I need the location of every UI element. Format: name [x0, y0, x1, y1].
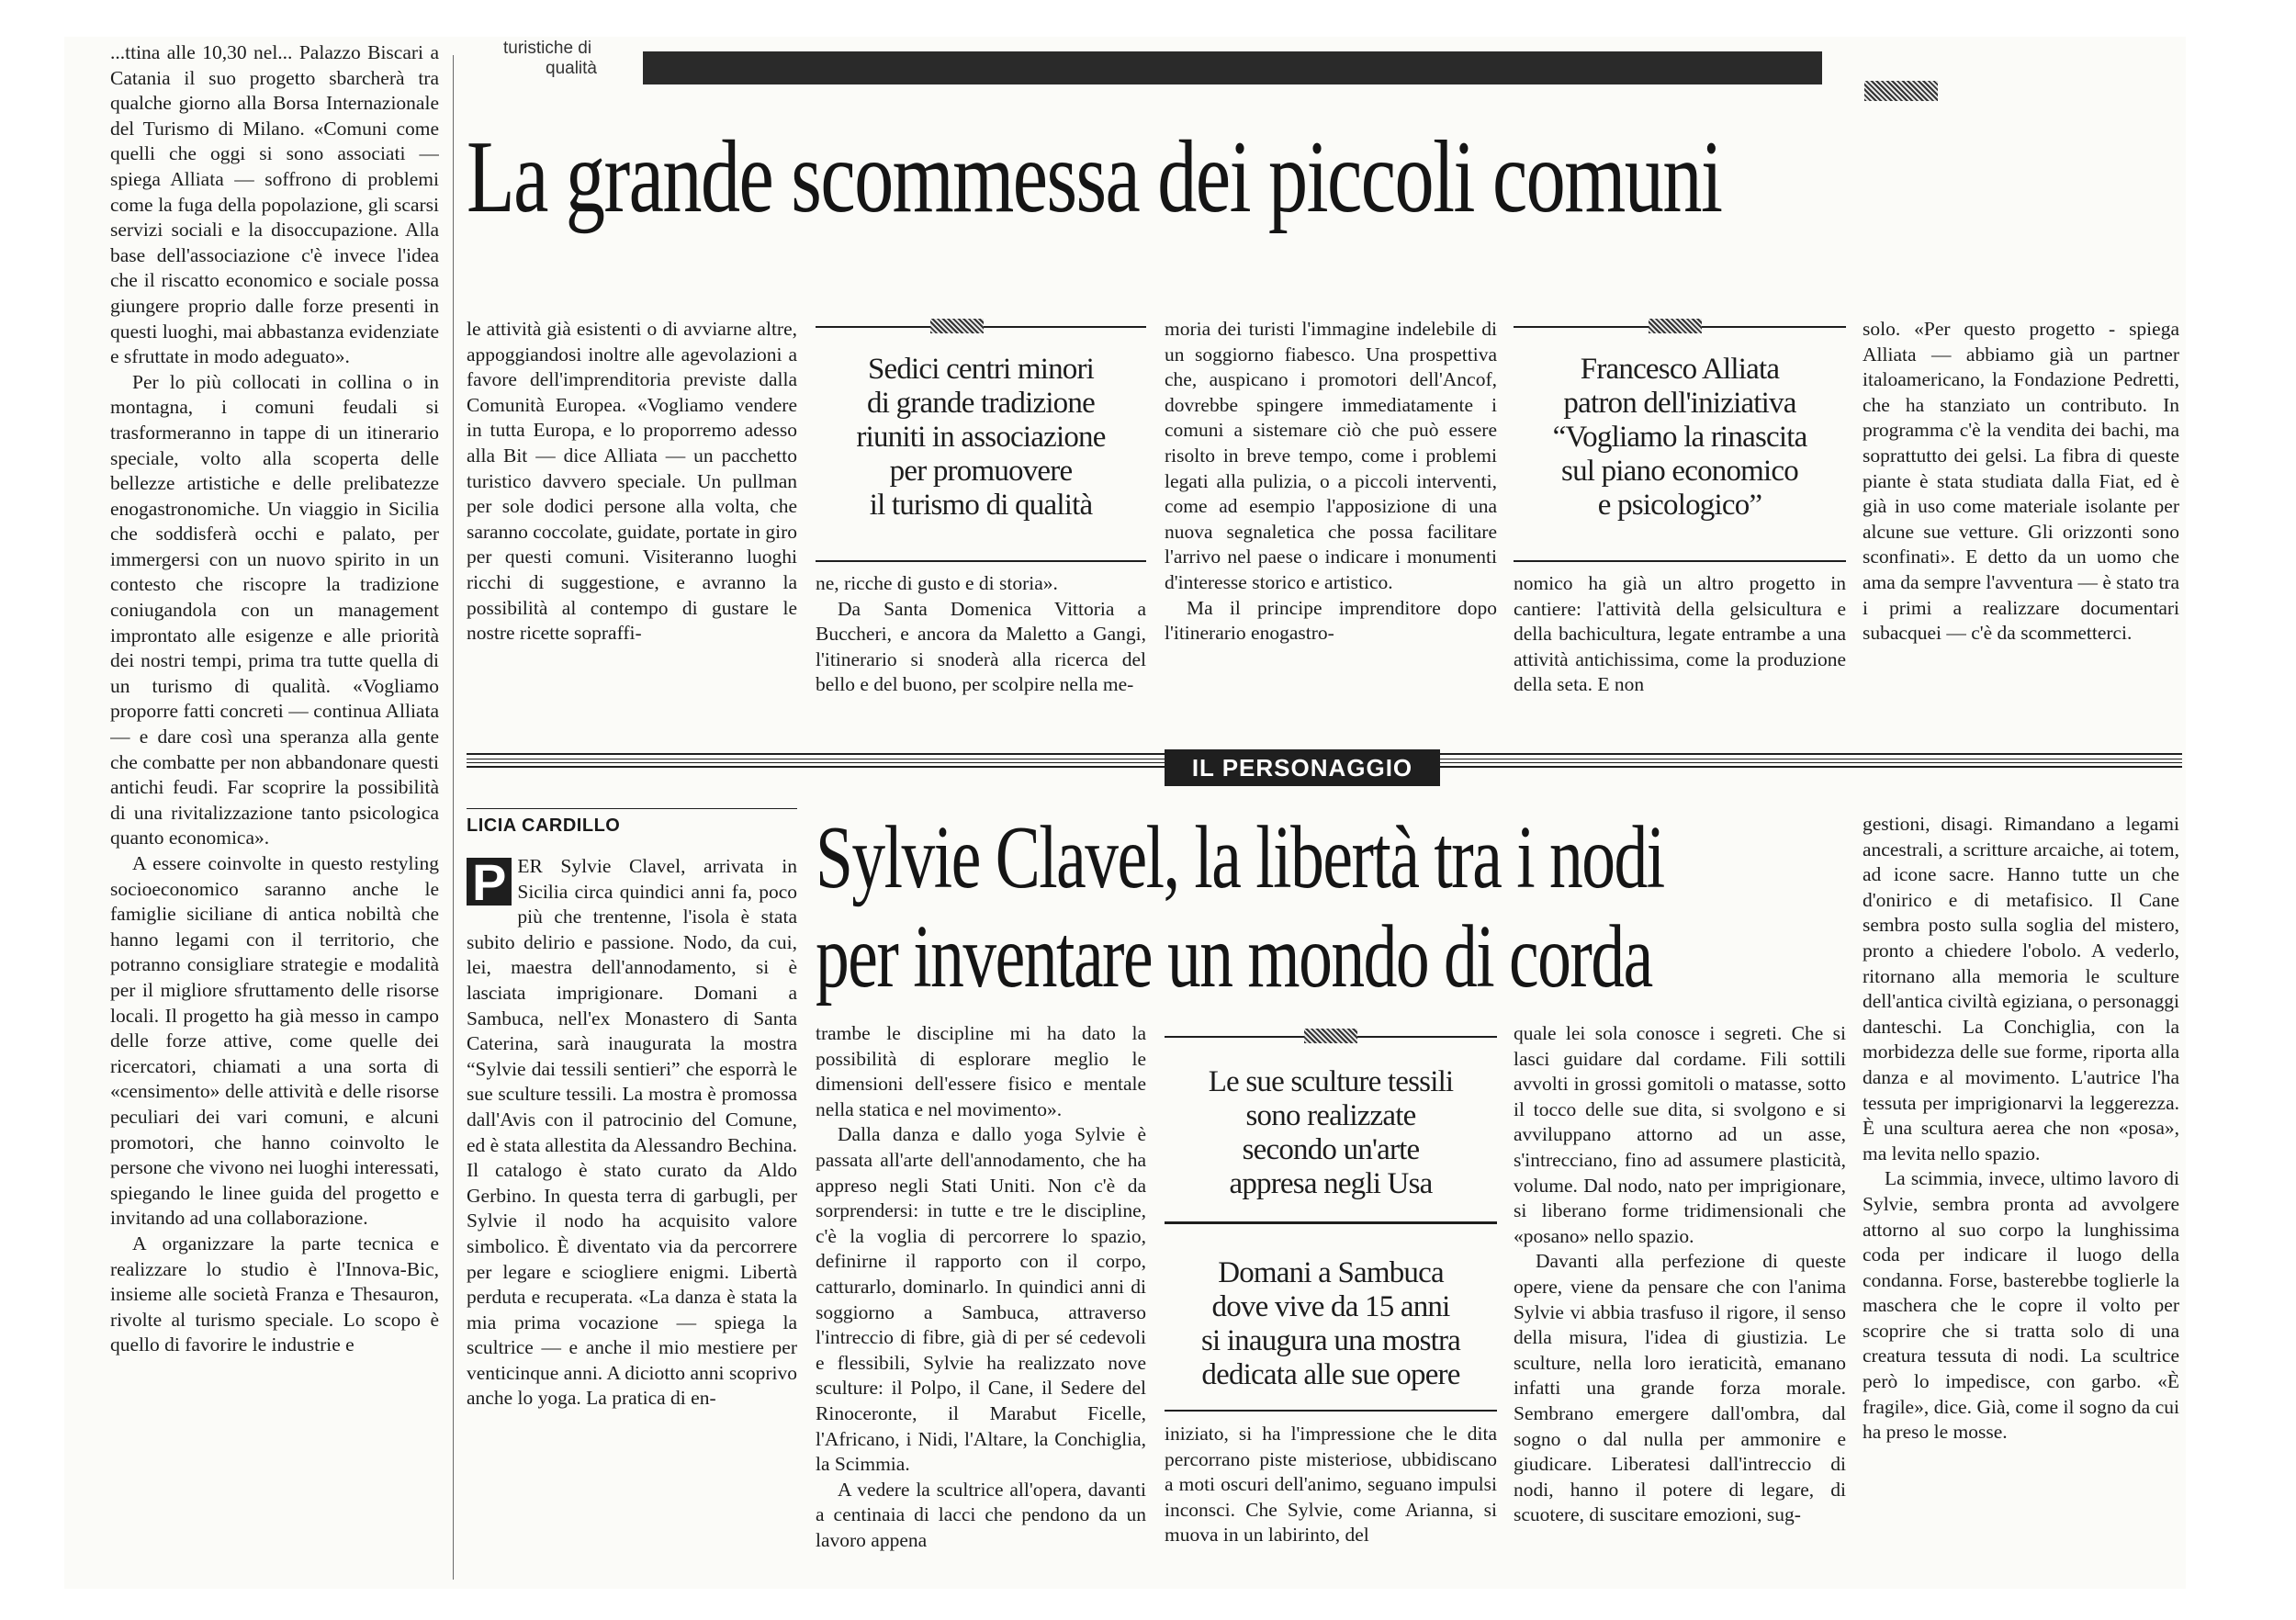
- pull-quote-rule: [816, 560, 1146, 562]
- paragraph: A essere coinvolte in questo restyling socioeconomico saranno anche le famiglie siciliane di antica nobiltà che hanno legami con il territorio, che potranno consigliare strategie e modalità per il migliore sfruttamento delle risorse locali. Il progetto ha già messo in campo delle forze attive, come quelle dei ricercatori, chiamati a una sorta di «censimento» delle attività e delle risorse peculiari dei vari comuni, e alcuni promotori, che hanno coinvolto le persone che vivono nei luoghi interessati, spiegando le linee guida del progetto e invitando ad una collaborazione.: [110, 852, 439, 1230]
- pull-quote-rule: [1165, 1410, 1497, 1412]
- headline: La grande scommessa dei piccoli comuni: [467, 120, 1722, 234]
- section-tag: IL PERSONAGGIO: [1165, 749, 1440, 786]
- pull-quote-line: Sedici centri minori: [867, 353, 1095, 386]
- paragraph: ne, ricche di gusto e di storia».: [816, 572, 1058, 594]
- hatched-marker: [1649, 319, 1702, 333]
- paragraph: le attività già esistenti o di avviarne altre, appoggiandosi inoltre alle agevolazioni a favore dell'imprenditoria previste dalla Comunità Europea. «Vogliamo vendere in tutta Europa, e lo proporremo adesso alla Bit — dice Alliata — un pacchetto turistico davvero speciale. Un pullman per sole dodici persone alla volta, che saranno coccolate, guidate, portate in giro per questi comuni. Visiteranno luoghi ricchi di suggestione, e avranno la possibilità al contempo di gustare le nostre ricette sopraffi-: [467, 318, 797, 645]
- headline: [816, 808, 1664, 1007]
- headline-line: Sylvie Clavel, la libertà tra i nodi: [816, 808, 1664, 907]
- paragraph: Da Santa Domenica Vittoria a Buccheri, e ancora da Maletto a Gangi, l'itinerario si snoderà alla ricerca del bello e del buono, per scolpire nella me-: [816, 597, 1146, 696]
- article2-column-2: [816, 1021, 1146, 1591]
- hatched-marker: [1304, 1029, 1357, 1043]
- pull-quote: [1165, 1065, 1497, 1201]
- pull-quote-line: sul piano economico: [1561, 455, 1798, 488]
- pull-quote-line: patron dell'iniziativa: [1563, 387, 1796, 420]
- article1-column-4: [1165, 317, 1497, 707]
- pull-quote-rule: [1165, 1221, 1497, 1224]
- pull-quote-rule: [1514, 560, 1846, 562]
- drop-cap: P: [467, 858, 512, 906]
- pull-quote: [816, 353, 1146, 523]
- paragraph: ...ttina alle 10,30 nel... Palazzo Biscari a Catania il suo progetto sbarcherà tra qualche giorno alla Borsa Internazionale del Turismo di Milano. «Comuni come quelli che oggi si sono associati — spiega Alliata — soffrono di problemi come la fuga della popolazione, gli scarsi servizi sociali e la disoccupazione. Alla base dell'associazione c'è invece l'idea che il riscatto economico e sociale possa giungere proprio dalle forze presenti in questi luoghi, mai abbastanza evidenziate e sfruttate in modo adeguato».: [110, 41, 439, 368]
- pull-quote-line: dove vive da 15 anni: [1211, 1290, 1450, 1323]
- byline: LICIA CARDILLO: [467, 816, 621, 836]
- hatched-strip: [1864, 81, 1938, 101]
- paragraph: A vedere la scultrice all'opera, davanti a centinaia di lacci che pendono da un lavoro appena: [816, 1478, 1146, 1551]
- paragraph: solo. «Per questo progetto - spiega Alliata — abbiamo già un partner italoamericano, la Fondazione Pedretti, che ha stanziato un contributo. In programma c'è la vendita dei bachi, ma soprattutto dei gelsi. La fibra di queste piante è stata studiata dalla Fiat, ed è già in uso come materiale isolante per alcune sue vetture. Gli orizzonti sono sconfinati». E detto da un uomo che ama da sempre l'avventura — è stato tra i primi a realizzare documentari subacquei — c'è da scommetterci.: [1863, 318, 2179, 645]
- hatched-marker: [930, 319, 984, 333]
- byline-rule: [467, 808, 797, 809]
- pull-quote-line: il turismo di qualità: [869, 489, 1093, 522]
- pull-quote-line: per promuovere: [889, 455, 1073, 488]
- paragraph: quale lei sola conosce i segreti. Che si lasci guidare dal cordame. Fili sottili avvolti in grossi gomitoli o matasse, sotto il tocco delle sue dita, si svolgono e si avviluppano attorno ad un asse, s'intrecciano, fino ad assumere plasticità, volume. Dal nodo, nato per imprigionare, si liberano forme tridimensionali che «posano» nello spazio.: [1514, 1022, 1846, 1247]
- pull-quote: [1514, 353, 1846, 523]
- paragraph-text: ER Sylvie Clavel, arrivata in Sicilia circa quindici anni fa, poco più che trentenne, l'isola è stata subito delirio e passione. Nodo, da cui, lei, maestra dell'annodamento, si è lasciata imprigionare. Domani a Sambuca, nell'ex Monastero di Santa Caterina, sarà inaugurata la mostra “Sylvie dai tessili sentieri” che esporrà le sue sculture tessili. La mostra è promossa dall'Avis con il patrocinio del Comune, ed è stata allestita da Alessandro Bechina. Il catalogo è stato curato da Aldo Gerbino. In questa terra di garbugli, per Sylvie il nodo ha acquisito valore simbolico. È diventato via da percorrere per legare e sciogliere enigmi. Libertà perduta e recuperata. «La danza è stata la mia prima vocazione — spiega la scultrice — e anche il mio mestiere per venticinque anni. A diciotto anni scoprivo anche lo yoga. La pratica di en-: [467, 855, 797, 1410]
- article2-column-5: [1863, 812, 2179, 1591]
- article2-column-3: [1165, 1422, 1497, 1587]
- paragraph: Davanti alla perfezione di queste opere, viene da pensare che con l'anima Sylvie vi abbia trasfuso il rigore, il senso della misura, l'idea di giustizia. Le sculture, nella loro ieraticità, emanano infatti una grande forza morale. Sembrano emergere dall'ombra, dal sogno o dal nulla per ammonire e giudicare. Liberatesi dall'intreccio di nodi, hanno il potere di legare, di scuotere, di suscitare emozioni, sug-: [1514, 1250, 1846, 1526]
- paragraph: gestioni, disagi. Rimandano a legami ancestrali, a scritture arcaiche, ai totem, ad icone sacre. Hanno tutte un che d'onirico e di metafisico. Il Cane sembra posto sulla soglia del mistero, pronto a chiedere l'obolo. A vederlo, ritornano alla memoria le sculture dell'antica civiltà egiziana, o personaggi danteschi. La Conchiglia, con la morbidezza delle sue forme, riporta alla danza e al movimento. L'autrice l'ha tessuta per imprigionarvi la leggerezza. È una scultura aerea che non «posa», ma levita nello spazio.: [1863, 813, 2179, 1164]
- pull-quote: [1165, 1256, 1497, 1392]
- pull-quote-line: si inaugura una mostra: [1200, 1324, 1461, 1357]
- article1-column-5: [1514, 571, 1846, 709]
- paragraph: Per lo più collocati in collina o in montagna, i comuni feudali si trasformeranno in tappe di un itinerario speciale, volto alla scoperta delle bellezze artistiche e delle prelibatezze enogastronomiche. Un viaggio in Sicilia che soddisferà occhi e palato, per immergersi con un nuovo spirito in un contesto che riscopre la tradizione coniugandola con un management improntato alle esigenze e alle priorità dei nostri tempi, prima tra tutte quella di un turismo di qualità. «Vogliamo proporre fatti concreti — continua Alliata — e dare così una speranza alla gente che combatte per non abbandonare questi antichi feudi. Far scoprire la possibilità di una rivitalizzazione tanto psicologica quanto economica».: [110, 370, 439, 849]
- paragraph: trambe le discipline mi ha dato la possibilità di esplorare meglio le dimensioni dell'essere fisico e mentale nella statica e nel movimento».: [816, 1022, 1146, 1120]
- pull-quote-line: Domani a Sambuca: [1218, 1256, 1444, 1289]
- pull-quote-line: di grande tradizione: [867, 387, 1095, 420]
- pull-quote-line: sono realizzate: [1245, 1099, 1416, 1132]
- article2-column-4: [1514, 1021, 1846, 1591]
- paragraph: nomico ha già un altro progetto in cantiere: l'attività della gelsicultura e della bachicultura, legate entrambe a una attività antichissima, come la produzione della seta. E non: [1514, 572, 1846, 696]
- column-rule: [453, 55, 454, 1580]
- paragraph: A organizzare la parte tecnica e realizzare lo studio è l'Innova-Bic, insieme alle società Franza e Thesauron, rivolte al turismo speciale. Lo scopo è quello di favorire le industrie e: [110, 1232, 439, 1356]
- pull-quote-line: “Vogliamo la rinascita: [1552, 421, 1807, 454]
- paragraph: Dalla danza e dallo yoga Sylvie è passata all'arte dell'annodamento, che ha appreso negli Stati Uniti. Non c'è da sorprendersi: in tutte e tre le discipline, c'è la voglia di percorrere lo spazio, definirne il rapporto con il corpo, catturarlo, dominarlo. In quindici anni di soggiorno a Sambuca, attraverso l'intreccio di fibre, già di per sé cedevoli e flessibili, Sylvie ha realizzato nove sculture: il Polpo, il Cane, il Sedere del Rinoceronte, il Marabut Ficelle, l'Africano, i Nidi, l'Altare, la Conchiglia, la Scimmia.: [816, 1123, 1146, 1476]
- paragraph: moria dei turisti l'immagine indelebile di un soggiorno fiabesco. Una prospettiva che, auspicano i promotori dell'Ancof, dovrebbe spingere immediatamente i comuni a sistemare ciò che può essere risolto in breve tempo, come i problemi legati alla pulizia, o a piccoli interventi, come ad esempio l'apposizione di una nuova segnaletica che possa facilitare l'arrivo nel paese o indicare i monumenti d'interesse storico e artistico.: [1165, 318, 1497, 593]
- header-bar: [643, 51, 1822, 84]
- article1-column-6: [1863, 317, 2179, 707]
- paragraph: [467, 854, 797, 1412]
- paragraph: Ma il principe imprenditore dopo l'itinerario enogastro-: [1165, 596, 1497, 645]
- pull-quote-line: Francesco Alliata: [1580, 353, 1780, 386]
- pull-quote-line: dedicata alle sue opere: [1201, 1358, 1460, 1391]
- kicker-line: turistiche di: [503, 39, 592, 58]
- article1-column-2: [467, 317, 797, 703]
- kicker-line: qualità: [546, 59, 597, 78]
- pull-quote-line: riuniti in associazione: [856, 421, 1106, 454]
- pull-quote-line: secondo un'arte: [1242, 1133, 1420, 1166]
- paragraph: La scimmia, invece, ultimo lavoro di Sylvie, sembra pronta ad avvolgere attorno al suo corpo la lunghissima coda per indicare il luogo della condanna. Forse, basterebbe toglierle la maschera che le copre il volto per scoprire che si tratta solo di una creatura tessuta di nodi. La scultrice però lo impedisce, con garbo. «È fragile», dice. Già, come il sogno da cui ha preso le mosse.: [1863, 1167, 2179, 1444]
- article1-column-1: [110, 40, 439, 1592]
- pull-quote-line: Le sue sculture tessili: [1208, 1065, 1454, 1098]
- article2-column-1: [467, 854, 797, 1589]
- pull-quote-line: appresa negli Usa: [1229, 1167, 1433, 1200]
- article1-column-3: [816, 571, 1146, 709]
- pull-quote-line: e psicologico”: [1597, 489, 1762, 522]
- paragraph: iniziato, si ha l'impressione che le dita percorrano piste misteriose, ubbidiscano a moti oscuri dell'animo, seguano impulsi inconsci. Che Sylvie, come Arianna, si muova in un labirinto, del: [1165, 1423, 1497, 1547]
- headline-line: per inventare un mondo di corda: [816, 907, 1652, 1007]
- kicker: [503, 39, 623, 79]
